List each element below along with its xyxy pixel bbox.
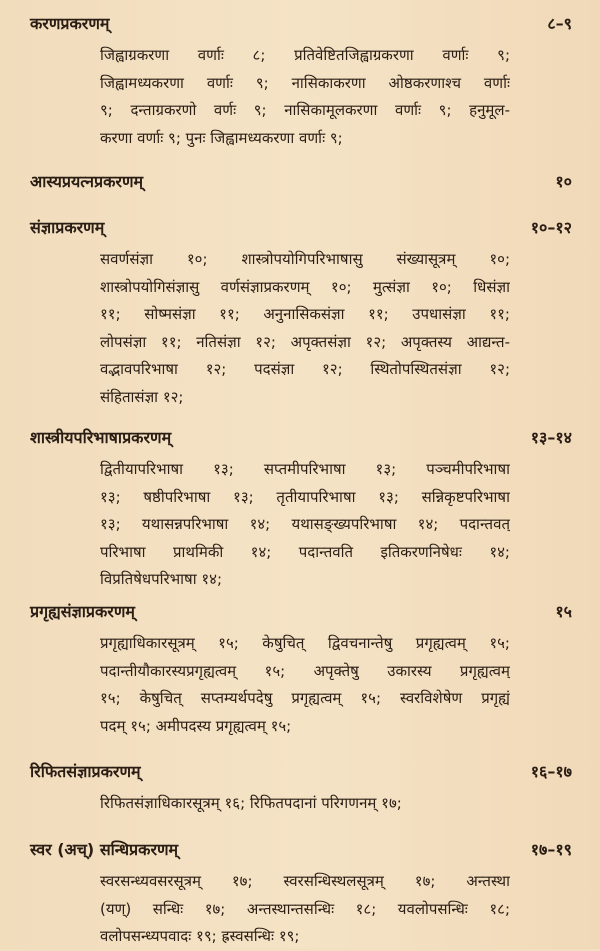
page-range: १३–१४ bbox=[530, 428, 572, 447]
section-entries bbox=[100, 868, 510, 951]
entry-line: विप्रतिषेधपरिभाषा १४; bbox=[100, 570, 223, 588]
section-entries bbox=[100, 456, 510, 594]
entry-line: १३; यथासन्नपरिभाषा १४; यथासङ्ख्यपरिभाषा १४; पदान्तवत् bbox=[100, 515, 510, 533]
entry-line: (यण्) सन्धिः १७; अन्तस्थान्तसन्धिः १८; यवलोपसन्धिः १८; bbox=[100, 899, 510, 918]
entry-line: स्वरसन्ध्यवसरसूत्रम् १७; स्वरसन्धिस्थलसूत्रम् १७; अन्तस्था bbox=[100, 872, 510, 890]
section-heading: करणप्रकरणम् bbox=[30, 14, 110, 33]
entry-line: वलोपसन्ध्यपवादः १९; ह्रस्वसन्धिः १९; bbox=[100, 927, 300, 945]
entry-line: वद्भावपरिभाषा १२; पदसंज्ञा १२; स्थितोपस्थितसंज्ञा १२; bbox=[100, 360, 510, 378]
entry-line: पदान्तीयौकारस्यप्रगृह्यत्वम् १५; अपृक्तेषु उकारस्य प्रगृह्यत्वम् bbox=[100, 661, 510, 680]
entry-line: पदम् १५; अमीपदस्य प्रगृह्यत्वम् १५; bbox=[100, 716, 292, 735]
section-entries bbox=[100, 790, 510, 818]
page-range: ८–९ bbox=[547, 14, 572, 33]
section-heading: आस्यप्रयत्नप्रकरणम् bbox=[30, 172, 144, 191]
page-range: १५ bbox=[555, 602, 572, 621]
section-entries bbox=[100, 42, 510, 152]
page-range: १६–१७ bbox=[530, 762, 572, 781]
page-range: १७–१९ bbox=[530, 840, 572, 859]
section-heading: प्रगृह्यसंज्ञाप्रकरणम् bbox=[30, 602, 135, 621]
page-range: १० bbox=[555, 172, 572, 191]
section-entries bbox=[100, 246, 510, 411]
entry-line: शास्त्रोपयोगिसंज्ञासु वर्णसंज्ञाप्रकरणम् १०; मुत्संज्ञा १०; धिसंज्ञा bbox=[100, 277, 510, 296]
section-heading: स्वर (अच्) सन्धिप्रकरणम् bbox=[30, 840, 179, 859]
entry-line: जिह्वाग्रकरणा वर्णाः ८; प्रतिवेष्टितजिह्वाग्रकरणा वर्णाः ९; bbox=[100, 46, 510, 64]
entry-line: प्रगृह्याधिकारसूत्रम् १५; केषुचित् द्विवचनान्तेषु प्रगृह्यत्वम् १५; bbox=[100, 634, 510, 652]
section-heading: शास्त्रीयपरिभाषाप्रकरणम् bbox=[30, 428, 172, 447]
entry-line: परिभाषा प्राथमिकी १४; पदान्तवति इतिकरणनिषेधः १४; bbox=[100, 542, 510, 561]
entry-line: जिह्वामध्यकरणा वर्णाः ९; नासिकाकरणा ओष्ठकरणाश्च वर्णाः bbox=[100, 73, 510, 92]
section-entries bbox=[100, 630, 510, 740]
entry-line: संहितासंज्ञा १२; bbox=[100, 387, 184, 406]
section-heading: रिफितसंज्ञाप्रकरणम् bbox=[30, 762, 141, 781]
entry-line: द्वितीयापरिभाषा १३; सप्तमीपरिभाषा १३; पञ्चमीपरिभाषा bbox=[100, 460, 510, 478]
entry-line: १३; षष्ठीपरिभाषा १३; तृतीयापरिभाषा १३; सन्निकृष्टपरिभाषा bbox=[100, 487, 510, 506]
entry-line: ११; सोष्मसंज्ञा ११; अनुनासिकसंज्ञा ११; उपधासंज्ञा ११; bbox=[100, 305, 510, 323]
entry-line: लोपसंज्ञा ११; नतिसंज्ञा १२; अपृक्तसंज्ञा १२; अपृक्तस्य आद्यन्त- bbox=[100, 332, 510, 351]
entry-line: रिफितसंज्ञाधिकारसूत्रम् १६; रिफितपदानां परिगणनम् १७; bbox=[100, 794, 402, 812]
entry-line: ९; दन्ताग्रकरणो वर्णः ९; नासिकामूलकरणा वर्णाः ९; हनुमूल- bbox=[100, 101, 510, 119]
entry-line: १५; केषुचित् सप्तम्यर्थपदेषु प्रगृह्यत्वम् १५; स्वरविशेषेण प्रगृह्यं bbox=[100, 689, 510, 707]
section-heading: संज्ञाप्रकरणम् bbox=[30, 218, 105, 237]
page-range: १०–१२ bbox=[530, 218, 572, 237]
entry-line: सवर्णसंज्ञा १०; शास्त्रोपयोगिपरिभाषासु संख्यासूत्रम् १०; bbox=[100, 250, 510, 268]
entry-line: करणा वर्णाः ९; पुनः जिह्वामध्यकरणा वर्णाः ९; bbox=[100, 128, 343, 147]
